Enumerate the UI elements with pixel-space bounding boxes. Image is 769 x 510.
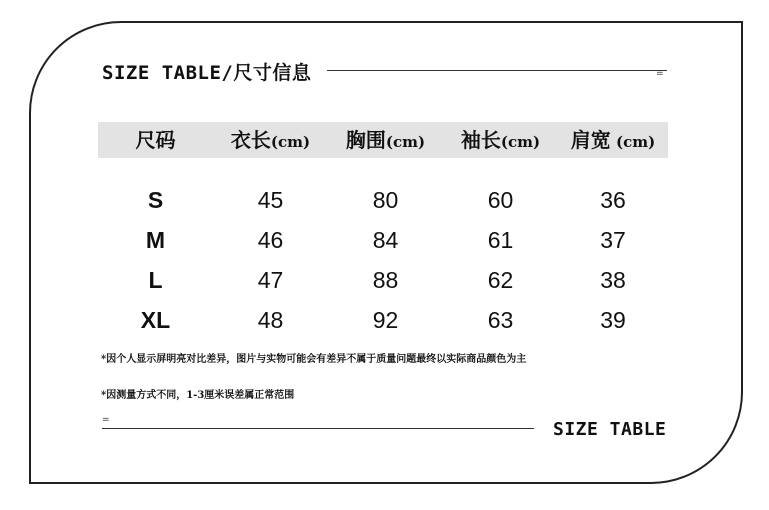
cell-size: L — [148, 267, 163, 293]
header-sleeve-label: 袖长 — [460, 128, 501, 152]
table-title: SIZE TABLE/尺寸信息 — [102, 62, 312, 84]
cell-chest: 88 — [372, 267, 399, 293]
header-length-label: 衣长 — [230, 128, 271, 152]
cell-shoulder: 37 — [600, 227, 626, 253]
cell-length: 47 — [257, 267, 284, 293]
note-measurement-error: *因测量方式不同，1-3厘米误差属正常范围 — [101, 390, 295, 401]
table-row — [98, 220, 668, 260]
header-chest-unit: (cm) — [385, 133, 426, 151]
cell-length: 46 — [257, 227, 284, 253]
header-size — [98, 122, 213, 158]
table-row — [98, 180, 668, 220]
cell-sleeve: 62 — [487, 267, 514, 293]
cell-sleeve: 61 — [487, 227, 514, 253]
header-sleeve — [443, 122, 558, 158]
cell-length: 45 — [257, 187, 284, 213]
header-length — [213, 122, 328, 158]
header-length-unit: (cm) — [270, 133, 311, 151]
table-row — [98, 300, 668, 340]
note-display-difference: *因个人显示屏明亮对比差异，图片与实物可能会有差异不属于质量问题最终以实际商品颜色为主 — [101, 354, 527, 365]
header-chest-label: 胸围 — [345, 128, 386, 152]
cell-length: 48 — [257, 307, 284, 333]
cell-size: M — [145, 227, 166, 253]
title-divider — [327, 70, 667, 71]
header-shoulder — [558, 122, 668, 158]
cell-size: S — [147, 187, 164, 213]
header-sleeve-unit: (cm) — [500, 133, 541, 151]
cell-chest: 80 — [372, 187, 399, 213]
header-shoulder-label: 肩宽 — [570, 128, 611, 152]
cell-chest: 92 — [372, 307, 399, 333]
cell-sleeve: 60 — [487, 187, 514, 213]
footer-label: SIZE TABLE — [553, 419, 667, 440]
footer-eq-mark: = — [102, 415, 110, 425]
table-row — [98, 260, 668, 300]
cell-size: XL — [140, 307, 171, 333]
header-shoulder-unit: (cm) — [610, 133, 656, 151]
title-eq-mark: = — [656, 69, 664, 79]
cell-shoulder: 38 — [600, 267, 626, 293]
header-chest — [328, 122, 443, 158]
cell-shoulder: 39 — [600, 307, 626, 333]
cell-sleeve: 63 — [487, 307, 514, 333]
footer-divider — [102, 428, 534, 429]
cell-shoulder: 36 — [600, 187, 626, 213]
header-size-label: 尺码 — [135, 128, 176, 152]
table-header — [98, 122, 668, 158]
cell-chest: 84 — [372, 227, 399, 253]
